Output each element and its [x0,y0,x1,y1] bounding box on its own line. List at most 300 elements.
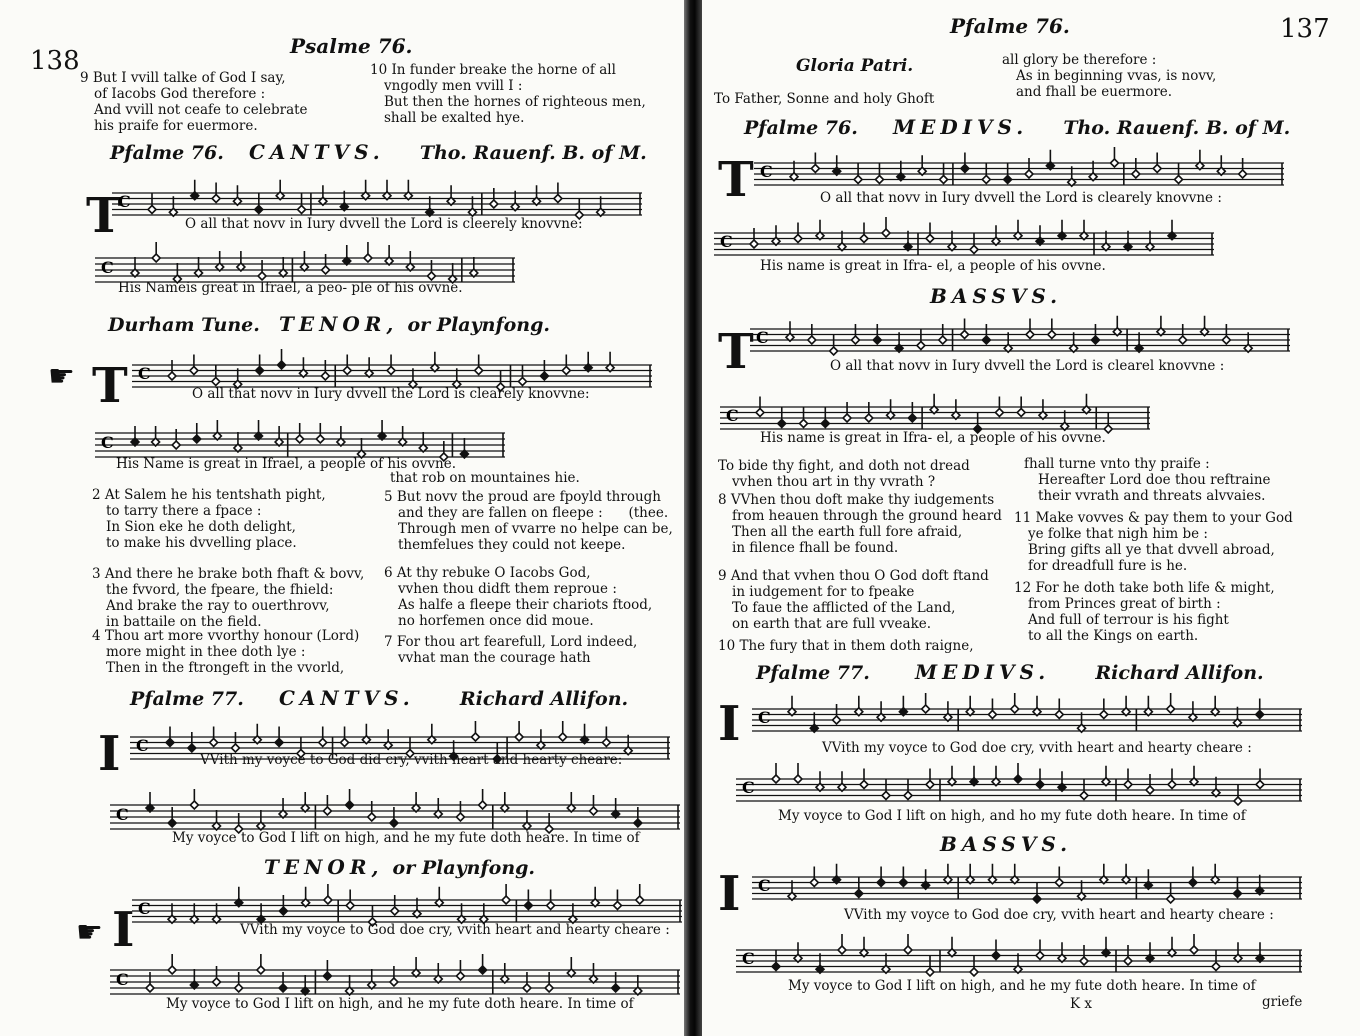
verse-line: vngodly men vvill I : [384,78,523,94]
lyric-line: My voyce to God I lift on high, and he my fute doth heare. In time of [788,978,1256,994]
verse-line: Through men of vvarre no helpe can be, [398,521,673,537]
note-head [479,966,487,974]
verse-line: To bide thy fight, and doth not dread [718,458,970,474]
note-head [926,235,934,243]
verse-line: As in beginning vvas, is novv, [1016,68,1217,84]
verse-line: for dreadfull fure is he. [1028,558,1188,574]
verse-line: As halfe a fleepe their chariots ftood, [398,597,653,613]
verse-7 [384,634,637,666]
note-head [877,879,885,887]
verse-line: their vvrath and threats alvvaies. [1038,488,1266,504]
lyric-line: O all that novv in Iury dvvell the Lord is clearely knovvne: [192,386,590,402]
section-header [110,140,647,164]
note-head [904,946,912,954]
verse-line: no horfemen once did moue. [398,613,594,629]
gloria-line: To Father, Sonne and holy Ghoft [714,91,935,107]
section-header [744,115,1290,139]
note-head [1256,781,1264,789]
note-head [939,336,947,344]
tune-label: Durham Tune. [108,314,260,336]
note-head [346,801,354,809]
note-head [562,367,570,375]
clef-mark: C [758,875,771,895]
drop-cap: T [718,324,754,380]
verse-line: to tarry there a fpace : [106,503,262,519]
voice-label: MEDIVS. [914,660,1051,684]
drop-cap: T [718,152,754,208]
verse-4 [92,628,359,676]
note-head [188,744,196,752]
note-head [1026,331,1034,339]
note-head [854,176,862,184]
note-head [917,342,925,350]
note-head [778,420,786,428]
note-head [860,781,868,789]
gloria-title: Gloria Patri. [796,56,914,76]
note-head [961,331,969,339]
note-head [904,792,912,800]
note-head [1014,775,1022,783]
note-head [992,952,1000,960]
note-head [298,206,306,214]
verse-line: 9 But I vvill talke of God I say, [80,70,286,86]
note-head [1055,879,1063,887]
composer-label: Tho. Rauenf. B. of M. [1063,117,1291,139]
note-head [193,435,201,443]
note-head [961,165,969,173]
note-head [319,739,327,747]
page-number: 138 [30,46,80,76]
note-head [257,966,265,974]
note-head [589,807,597,815]
verse-line: vvhen thou didft them reproue : [398,581,617,597]
voice-label: CANTVS. [248,140,385,164]
verse-2 [92,487,326,551]
note-head [982,336,990,344]
lyric-line: My voyce to God I lift on high, and ho my fute doth heare. In time of [778,808,1246,824]
note-head [982,176,990,184]
composer-label: Richard Allifon. [459,688,629,710]
note-head [168,966,176,974]
psalm-label: Pfalme 76. [744,117,858,139]
note-head [1239,170,1247,178]
verse-line: 5 But novv the proud are fpoyld through [384,489,661,505]
note-head [321,372,329,380]
note-head [323,972,331,980]
note-head [1055,711,1063,719]
note-head [808,336,816,344]
note-head [1179,336,1187,344]
psalm-label: Pfalme 77. [130,688,244,710]
note-head [1222,336,1230,344]
clef-mark: C [726,405,739,425]
note-head [860,235,868,243]
verse-10 [370,62,646,126]
note-head [547,902,555,910]
verse-line: of Iacobs God therefore : [94,86,266,102]
note-head [873,336,881,344]
verse-line: 10 In funder breake the horne of all [370,62,616,78]
verse-line: themfelues they could not keepe. [398,537,626,553]
verse-line: 2 At Salem he his tentshath pight, [92,487,326,503]
verse-line: in battaile on the field. [106,614,262,630]
note-head [1033,895,1041,903]
note-head [1048,331,1056,339]
drop-cap: I [112,902,135,958]
clef-mark: C [720,231,733,251]
note-head [882,229,890,237]
verse-line: in iudgement for to fpeake [732,584,915,600]
note-head [1004,176,1012,184]
note-head [634,819,642,827]
note-head [210,739,218,747]
note-head [456,972,464,980]
note-head [502,896,510,904]
verse-11 [1014,510,1293,574]
note-head [1167,705,1175,713]
note-head [811,165,819,173]
verse-line: 10 The fury that in them doth raigne, [718,638,974,654]
note-head [471,733,479,741]
lyric-line: VVith my voyce to God doe cry, vvith heart and hearty cheare : [822,740,1252,756]
section-header [940,832,1072,856]
note-head [346,902,354,910]
verse-line: from heauen through the ground heard [732,508,1002,524]
voice-extra-label: or Playnfong. [407,314,551,336]
note-head [559,733,567,741]
note-head [190,367,198,375]
note-head [988,711,996,719]
verse-line: to make his dvvelling place. [106,535,297,551]
note-head [1100,711,1108,719]
note-head [1091,336,1099,344]
verse-line: 8 VVhen thou doft make thy iudgements [718,492,995,508]
note-head [1175,176,1183,184]
catchword: griefe [1262,994,1303,1010]
note-head [213,978,221,986]
note-head [212,378,220,386]
composer-label: Richard Allifon. [1095,662,1264,684]
note-head [899,879,907,887]
lyric-line: O all that novv in Iury dvvell the Lord is clearel knovvne : [830,358,1225,374]
right-page [702,0,1360,1036]
note-head [1025,170,1033,178]
note-head [258,272,266,280]
note-head [172,441,180,449]
note-head [1132,170,1140,178]
note-head [1256,711,1264,719]
signature-mark: K x [1070,996,1092,1012]
note-head [810,879,818,887]
verse-line: all glory be therefore : [1002,52,1157,68]
note-head [1124,957,1132,965]
note-head [756,409,764,417]
note-head [1110,159,1118,167]
note-head [456,813,464,821]
note-head [275,739,283,747]
book-gutter [684,0,702,1036]
note-head [772,963,780,971]
drop-cap: T [92,358,128,414]
note-head [800,420,808,428]
note-head [1233,890,1241,898]
clef-mark: C [116,970,129,989]
clef-mark: C [758,707,771,727]
drop-cap: I [718,696,741,752]
note-head [1189,879,1197,887]
note-head [545,984,553,992]
note-head [168,819,176,827]
clef-mark: C [101,433,114,452]
section-header [756,660,1264,684]
note-head [166,739,174,747]
note-head [316,435,324,443]
verse-line: 6 At thy rebuke O Iacobs God, [384,565,591,581]
voice-label: MEDIVS. [892,115,1029,139]
note-head [523,984,531,992]
note-head [1190,946,1198,954]
note-head [322,266,330,274]
lyric-line: His name is great in Ifra- el, a people of his ovvne. [760,258,1106,274]
psalm-label: Pfalme 76. [110,142,224,164]
note-head [821,420,829,428]
verse-line: 9 And that vvhen thou O God doft ftand [718,568,989,584]
section-header [264,855,535,879]
note-head [343,367,351,375]
note-head [1168,781,1176,789]
note-head [387,367,395,375]
note-head [851,336,859,344]
lyric-line: VVith my voyce to God doe cry, vvith heart and hearty cheare : [844,907,1274,923]
note-head [1011,705,1019,713]
note-head [278,361,286,369]
note-head [341,739,349,747]
clef-mark: C [116,805,129,824]
note-head [772,775,780,783]
note-head [279,907,287,915]
note-head [256,367,264,375]
note-head [279,984,287,992]
verse-4-cont [390,470,580,486]
verse-6 [384,565,652,629]
voice-label: BASSVS. [940,832,1073,856]
note-head [1036,952,1044,960]
note-head [148,206,156,214]
lyric-line: VVith my voyce to God doe cry, vvith heart and hearty cheare : [240,922,670,938]
clef-mark: C [138,363,151,383]
note-head [995,409,1003,417]
voice-label: BASSVS. [930,284,1063,308]
verse-line: Then in the ftrongeft in the vvorld, [106,660,345,676]
verse-line: In Sion eke he doth delight, [106,519,296,535]
verse-line: fhall turne vnto thy praife : [1024,456,1210,472]
note-head [970,968,978,976]
clef-mark: C [118,191,131,211]
note-head [794,235,802,243]
verse-10-cont [1024,456,1271,504]
verse-line: 11 Make vovves & pay them to your God [1014,510,1293,526]
verse-line: And full of terrour is his fight [1028,612,1229,628]
note-head [843,414,851,422]
lyric-line: His Nameis great in Ifrael, a peo- ple of his ovvne. [118,280,463,296]
note-head [146,984,154,992]
clef-mark: C [136,735,149,755]
verse-line: and they are fallen on fleepe : (thee. [398,505,669,521]
note-head [613,902,621,910]
drop-cap: T [86,188,122,244]
note-head [255,206,263,214]
note-head [922,705,930,713]
note-head [1212,963,1220,971]
section-header [130,686,628,710]
note-head [970,246,978,254]
verse-5 [384,489,673,553]
note-head [490,200,498,208]
voice-label: CANTVS. [278,686,415,710]
note-head [926,781,934,789]
running-head: Pfalme 76. [950,14,1070,38]
clef-mark: C [760,161,773,181]
voice-label: TENOR, [278,312,399,336]
note-head [540,372,548,380]
verse-10 [718,638,974,654]
lyric-line: O all that novv in Iury dvvell the Lord is cleerely knovvne: [185,216,583,232]
note-head [152,254,160,262]
verse-line: 3 And there he brake both fhaft & bovv, [92,566,365,582]
verse-line: 12 For he doth take both life & might, [1014,580,1275,596]
note-head [524,902,532,910]
verse-line: 4 Thou art more vvorthy honour (Lord) [92,628,360,644]
note-head [296,435,304,443]
note-head [1080,792,1088,800]
verse-line: And vvill not ceafe to celebrate [94,102,308,118]
verse-line: Bring gifts all ye that dvvell abroad, [1028,542,1275,558]
note-head [390,819,398,827]
music-staff [752,694,1302,746]
note-head [515,733,523,741]
verse-line: To faue the afflicted of the Land, [732,600,956,616]
verse-9 [718,568,989,632]
verse-line: that rob on mountaines hie. [390,470,580,486]
note-head [750,240,758,248]
note-head [875,176,883,184]
verse-3 [92,566,364,630]
verse-line: shall be exalted hye. [384,110,525,126]
verse-line: Then all the earth full fore afraid, [732,524,963,540]
note-head [636,896,644,904]
gloria-verse [1002,52,1216,100]
note-head [865,414,873,422]
note-head [368,813,376,821]
note-head [190,801,198,809]
verse-line: his praife for euermore. [94,118,258,134]
note-head [212,195,220,203]
note-head [940,176,948,184]
verse-line: from Princes great of birth : [1028,596,1221,612]
clef-mark: C [138,898,151,918]
drop-cap: I [718,866,741,922]
verse-line: on earth that are full vveake. [732,616,932,632]
note-head [364,254,372,262]
verse-line: the fvvord, the fpeare, the fhield: [106,582,334,598]
note-head [855,890,863,898]
note-head [1146,786,1154,794]
verse-line: But then the hornes of righteous men, [384,94,646,110]
note-head [324,896,332,904]
verse-line: ye folke that nigh him be : [1028,526,1208,542]
note-head [1124,781,1132,789]
note-head [475,367,483,375]
note-head [833,716,841,724]
running-head: Psalme 76. [290,34,413,58]
verse-line: and fhall be euermore. [1016,84,1173,100]
section-header [108,312,550,336]
note-head [1080,957,1088,965]
section-header [930,284,1062,308]
pointing-hand-icon: ☛ [76,915,103,950]
page-number: 137 [1280,14,1330,44]
lyric-line: His name is great in Ifra- el, a people of his ovvne. [760,430,1106,446]
note-head [518,378,526,386]
lyric-line: My voyce to God I lift on high, and he my fute doth heare. In time of [166,996,634,1012]
note-head [1234,797,1242,805]
psalm-label: Pfalme 77. [756,662,870,684]
lyric-line: O all that novv in Iury dvvell the Lord is clearely knovvne : [820,190,1222,206]
clef-mark: C [742,777,755,797]
note-head [882,792,890,800]
verse-7-cont [718,458,970,490]
verse-8 [718,492,1002,556]
note-head [427,272,435,280]
verse-line: Hereafter Lord doe thou reftraine [1038,472,1271,488]
note-head [1153,165,1161,173]
clef-mark: C [756,327,769,347]
note-head [391,907,399,915]
verse-line: vvhen thou art in thy vvrath ? [732,474,936,490]
note-head [323,807,331,815]
note-head [926,968,934,976]
verse-9 [80,70,308,134]
note-head [1036,781,1044,789]
note-head [554,195,562,203]
composer-label: Tho. Rauenf. B. of M. [419,142,647,164]
voice-extra-label: or Playnfong. [392,857,536,879]
note-head [612,984,620,992]
note-head [1017,409,1025,417]
note-head [908,414,916,422]
pointing-hand-icon: ☛ [48,359,75,394]
note-head [231,744,239,752]
note-head [168,372,176,380]
note-head [794,775,802,783]
verse-line: vvhat man the courage hath [398,650,591,666]
note-head [1167,895,1175,903]
note-head [479,801,487,809]
note-head [830,347,838,355]
note-head [235,984,243,992]
verse-line: And brake the ray to ouerthrovv, [106,598,330,614]
note-head [602,739,610,747]
note-head [390,978,398,986]
verse-line: in filence fhall be found. [732,540,899,556]
verse-line: to all the Kings on earth. [1028,628,1199,644]
voice-label: TENOR, [264,855,384,879]
lyric-line: His Name is great in Ifrael, a people of his ovvne. [116,456,457,472]
lyric-line: My voyce to God I lift on high, and he my fute doth heare. In time of [172,830,640,846]
verse-line: more might in thee doth lye : [106,644,306,660]
clef-mark: C [101,258,114,277]
drop-cap: I [98,726,121,782]
